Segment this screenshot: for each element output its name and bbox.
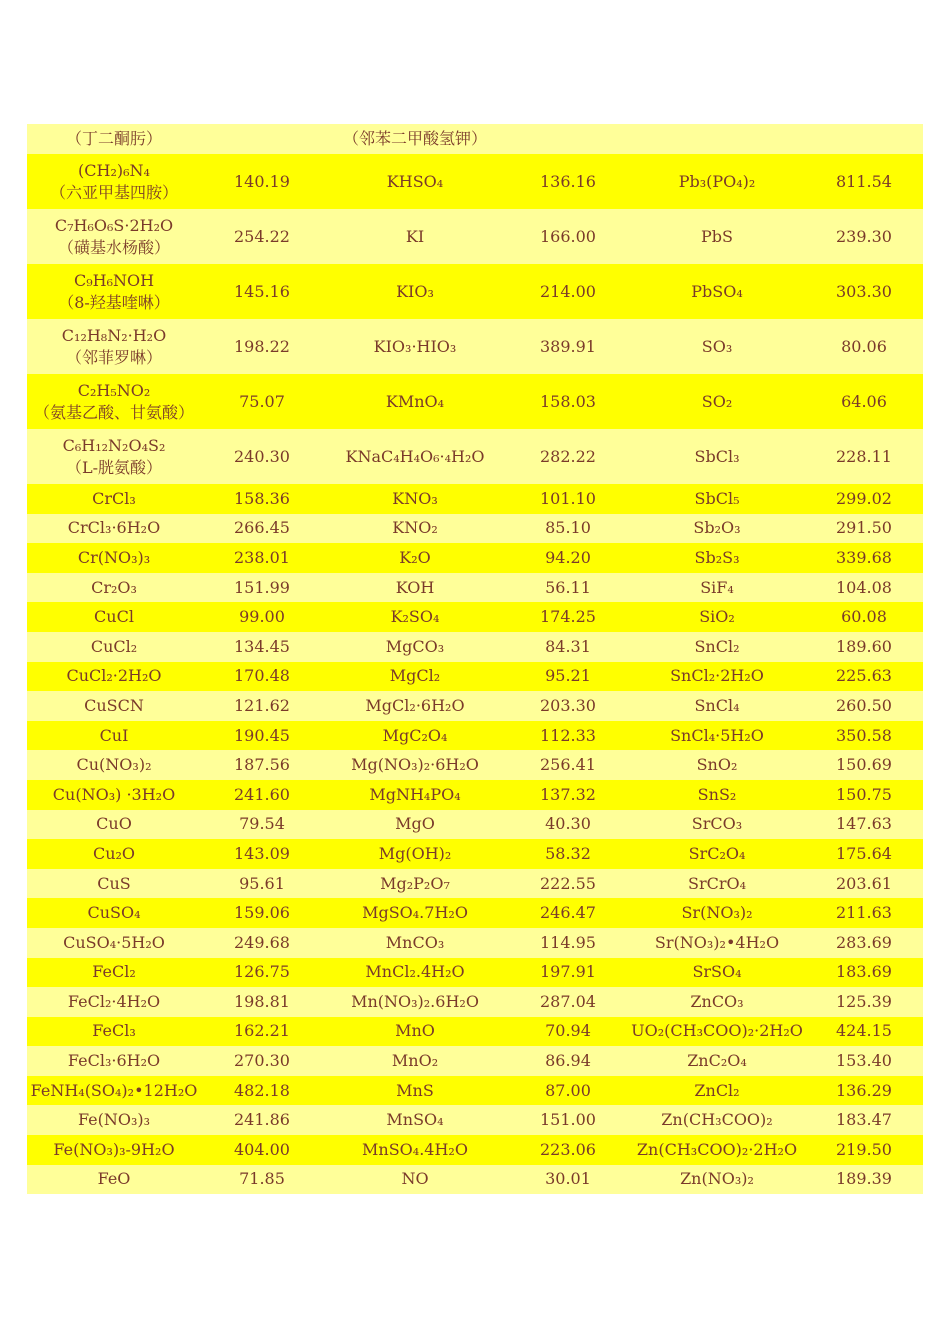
compound-formula-cell: MgSO₄.7H₂O bbox=[323, 898, 507, 928]
table-row bbox=[27, 869, 923, 899]
compound-formula-cell: SnCl₂·2H₂O bbox=[629, 662, 805, 692]
molar-mass-cell: 175.64 bbox=[805, 839, 923, 869]
molar-mass-cell: 189.60 bbox=[805, 632, 923, 662]
compound-formula-cell: MgO bbox=[323, 810, 507, 840]
table-row bbox=[27, 514, 923, 544]
molar-mass-cell: 147.63 bbox=[805, 810, 923, 840]
molar-mass-cell: 211.63 bbox=[805, 898, 923, 928]
compound-formula-cell: MnS bbox=[323, 1076, 507, 1106]
molar-mass-cell: 303.30 bbox=[805, 264, 923, 319]
molar-mass-cell: 153.40 bbox=[805, 1046, 923, 1076]
table-row bbox=[27, 209, 923, 264]
molar-mass-cell: 270.30 bbox=[201, 1046, 323, 1076]
molar-mass-cell: 137.32 bbox=[507, 780, 629, 810]
molar-mass-cell: 238.01 bbox=[201, 543, 323, 573]
compound-formula-cell: SnCl₄ bbox=[629, 691, 805, 721]
molar-mass-cell: 219.50 bbox=[805, 1135, 923, 1165]
compound-formula-cell: CuCl bbox=[27, 602, 201, 632]
molar-mass-cell: 56.11 bbox=[507, 573, 629, 603]
molar-mass-cell: 136.16 bbox=[507, 154, 629, 209]
molar-mass-cell: 70.94 bbox=[507, 1017, 629, 1047]
table-row bbox=[27, 810, 923, 840]
compound-formula-cell: K₂SO₄ bbox=[323, 602, 507, 632]
table-row bbox=[27, 429, 923, 484]
molar-mass-cell: 166.00 bbox=[507, 209, 629, 264]
compound-formula-cell: FeCl₃ bbox=[27, 1017, 201, 1047]
compound-formula-cell: MnSO₄.4H₂O bbox=[323, 1135, 507, 1165]
table-row bbox=[27, 1105, 923, 1135]
molar-mass-cell: 225.63 bbox=[805, 662, 923, 692]
compound-formula-cell: Mg₂P₂O₇ bbox=[323, 869, 507, 899]
table-row bbox=[27, 839, 923, 869]
compound-formula-cell: SrCrO₄ bbox=[629, 869, 805, 899]
compound-formula-cell: PbSO₄ bbox=[629, 264, 805, 319]
molar-mass-cell: 350.58 bbox=[805, 721, 923, 751]
compound-formula-cell: SrSO₄ bbox=[629, 958, 805, 988]
table-row bbox=[27, 780, 923, 810]
molar-mass-cell: 203.30 bbox=[507, 691, 629, 721]
compound-formula-cell: KNO₂ bbox=[323, 514, 507, 544]
molar-mass-cell: 126.75 bbox=[201, 958, 323, 988]
compound-formula-cell: C₉H₆NOH （8-羟基喹啉） bbox=[27, 264, 201, 319]
compound-formula-cell: SnCl₄·5H₂O bbox=[629, 721, 805, 751]
molar-mass-cell: 249.68 bbox=[201, 928, 323, 958]
table-row bbox=[27, 264, 923, 319]
compound-formula-cell: CrCl₃ bbox=[27, 484, 201, 514]
table-row bbox=[27, 543, 923, 573]
molar-mass-cell: 151.00 bbox=[507, 1105, 629, 1135]
compound-formula-cell: KOH bbox=[323, 573, 507, 603]
table-row bbox=[27, 154, 923, 209]
molar-mass-cell: 140.19 bbox=[201, 154, 323, 209]
molar-mass-cell: 104.08 bbox=[805, 573, 923, 603]
table-row bbox=[27, 1017, 923, 1047]
compound-formula-cell: C₂H₅NO₂ （氨基乙酸、甘氨酸） bbox=[27, 374, 201, 429]
compound-formula-cell: FeO bbox=[27, 1165, 201, 1195]
molar-mass-cell: 112.33 bbox=[507, 721, 629, 751]
compound-formula-cell: Sr(NO₃)₂ bbox=[629, 898, 805, 928]
compound-formula-cell: (CH₂)₆N₄ （六亚甲基四胺） bbox=[27, 154, 201, 209]
compound-formula-cell: CrCl₃·6H₂O bbox=[27, 514, 201, 544]
compound-formula-cell: C₁₂H₈N₂·H₂O （邻菲罗啉） bbox=[27, 319, 201, 374]
compound-formula-cell: SrCO₃ bbox=[629, 810, 805, 840]
molar-mass-cell: 40.30 bbox=[507, 810, 629, 840]
molar-mass-cell: 145.16 bbox=[201, 264, 323, 319]
molar-mass-cell: 95.21 bbox=[507, 662, 629, 692]
compound-formula-cell: KIO₃ bbox=[323, 264, 507, 319]
molar-mass-cell: 58.32 bbox=[507, 839, 629, 869]
molar-mass-cell: 266.45 bbox=[201, 514, 323, 544]
molar-mass-cell: 151.99 bbox=[201, 573, 323, 603]
compound-formula-cell: Fe(NO₃)₃ bbox=[27, 1105, 201, 1135]
compound-formula-cell: MnSO₄ bbox=[323, 1105, 507, 1135]
compound-formula-cell: FeNH₄(SO₄)₂•12H₂O bbox=[27, 1076, 201, 1106]
molar-mass-cell: 143.09 bbox=[201, 839, 323, 869]
molar-mass-cell: 197.91 bbox=[507, 958, 629, 988]
compound-formula-cell: CuCl₂ bbox=[27, 632, 201, 662]
molar-mass-cell: 80.06 bbox=[805, 319, 923, 374]
table-row bbox=[27, 987, 923, 1017]
compound-formula-cell: CuO bbox=[27, 810, 201, 840]
table-row bbox=[27, 632, 923, 662]
compound-formula-cell: KHSO₄ bbox=[323, 154, 507, 209]
compound-formula-cell: Sb₂S₃ bbox=[629, 543, 805, 573]
compound-formula-cell: Mg(OH)₂ bbox=[323, 839, 507, 869]
compound-formula-cell: CuSCN bbox=[27, 691, 201, 721]
molar-mass-cell: 183.69 bbox=[805, 958, 923, 988]
molar-mass-cell: 222.55 bbox=[507, 869, 629, 899]
molar-mass-cell: 121.62 bbox=[201, 691, 323, 721]
compound-formula-cell: Zn(NO₃)₂ bbox=[629, 1165, 805, 1195]
molar-mass-cell: 291.50 bbox=[805, 514, 923, 544]
compound-formula-cell: Cu₂O bbox=[27, 839, 201, 869]
compound-formula-cell: FeCl₂ bbox=[27, 958, 201, 988]
table-row bbox=[27, 928, 923, 958]
table-row bbox=[27, 691, 923, 721]
compound-formula-cell: Zn(CH₃COO)₂·2H₂O bbox=[629, 1135, 805, 1165]
compound-formula-cell: Cr(NO₃)₃ bbox=[27, 543, 201, 573]
compound-formula-cell: Cr₂O₃ bbox=[27, 573, 201, 603]
compound-formula-cell: SiO₂ bbox=[629, 602, 805, 632]
molar-mass-cell: 87.00 bbox=[507, 1076, 629, 1106]
table-row bbox=[27, 898, 923, 928]
molar-mass-table bbox=[27, 124, 923, 1194]
molar-mass-cell: 95.61 bbox=[201, 869, 323, 899]
compound-formula-cell: SnS₂ bbox=[629, 780, 805, 810]
molar-mass-cell: 239.30 bbox=[805, 209, 923, 264]
molar-mass-cell: 254.22 bbox=[201, 209, 323, 264]
molar-mass-cell: 134.45 bbox=[201, 632, 323, 662]
table-row bbox=[27, 319, 923, 374]
compound-formula-cell: C₆H₁₂N₂O₄S₂ （L-胱氨酸） bbox=[27, 429, 201, 484]
molar-mass-cell: 203.61 bbox=[805, 869, 923, 899]
molar-mass-cell: 86.94 bbox=[507, 1046, 629, 1076]
compound-formula-cell: CuSO₄·5H₂O bbox=[27, 928, 201, 958]
compound-formula-cell: CuS bbox=[27, 869, 201, 899]
compound-formula-cell: CuI bbox=[27, 721, 201, 751]
compound-formula-cell: KI bbox=[323, 209, 507, 264]
compound-formula-cell: CuSO₄ bbox=[27, 898, 201, 928]
compound-formula-cell: KIO₃·HIO₃ bbox=[323, 319, 507, 374]
table-row bbox=[27, 1046, 923, 1076]
table-row bbox=[27, 662, 923, 692]
molar-mass-cell: 150.75 bbox=[805, 780, 923, 810]
molar-mass-cell: 228.11 bbox=[805, 429, 923, 484]
compound-formula-cell: Sr(NO₃)₂•4H₂O bbox=[629, 928, 805, 958]
molar-mass-cell: 223.06 bbox=[507, 1135, 629, 1165]
compound-formula-cell: UO₂(CH₃COO)₂·2H₂O bbox=[629, 1017, 805, 1047]
molar-mass-cell: 299.02 bbox=[805, 484, 923, 514]
molar-mass-cell: 99.00 bbox=[201, 602, 323, 632]
molar-mass-cell: 158.03 bbox=[507, 374, 629, 429]
molar-mass-cell: 241.86 bbox=[201, 1105, 323, 1135]
table-row bbox=[27, 721, 923, 751]
compound-formula-cell: ZnC₂O₄ bbox=[629, 1046, 805, 1076]
molar-mass-cell: 150.69 bbox=[805, 750, 923, 780]
compound-formula-cell: MnCO₃ bbox=[323, 928, 507, 958]
compound-formula-cell: SrC₂O₄ bbox=[629, 839, 805, 869]
compound-formula-cell: （邻苯二甲酸氢钾） bbox=[323, 124, 507, 154]
compound-formula-cell: MgC₂O₄ bbox=[323, 721, 507, 751]
molar-mass-cell: 170.48 bbox=[201, 662, 323, 692]
molar-mass-cell: 158.36 bbox=[201, 484, 323, 514]
compound-formula-cell: SO₂ bbox=[629, 374, 805, 429]
molar-mass-cell: 71.85 bbox=[201, 1165, 323, 1195]
compound-formula-cell: FeCl₃·6H₂O bbox=[27, 1046, 201, 1076]
molar-mass-cell: 424.15 bbox=[805, 1017, 923, 1047]
molar-mass-cell: 101.10 bbox=[507, 484, 629, 514]
molar-mass-cell: 482.18 bbox=[201, 1076, 323, 1106]
compound-formula-cell: SnCl₂ bbox=[629, 632, 805, 662]
table-row bbox=[27, 602, 923, 632]
compound-formula-cell: SbCl₃ bbox=[629, 429, 805, 484]
compound-formula-cell: MgCO₃ bbox=[323, 632, 507, 662]
compound-formula-cell: Zn(CH₃COO)₂ bbox=[629, 1105, 805, 1135]
molar-mass-cell: 85.10 bbox=[507, 514, 629, 544]
compound-formula-cell: KMnO₄ bbox=[323, 374, 507, 429]
molar-mass-cell: 240.30 bbox=[201, 429, 323, 484]
molar-mass-cell: 159.06 bbox=[201, 898, 323, 928]
compound-formula-cell: ZnCl₂ bbox=[629, 1076, 805, 1106]
molar-mass-cell: 114.95 bbox=[507, 928, 629, 958]
compound-formula-cell: KNaC₄H₄O₆·₄H₂O bbox=[323, 429, 507, 484]
molar-mass-cell: 282.22 bbox=[507, 429, 629, 484]
table-row bbox=[27, 573, 923, 603]
compound-formula-cell: Fe(NO₃)₃-9H₂O bbox=[27, 1135, 201, 1165]
compound-formula-cell: MgCl₂ bbox=[323, 662, 507, 692]
molar-mass-cell bbox=[201, 124, 323, 154]
compound-formula-cell: MgCl₂·6H₂O bbox=[323, 691, 507, 721]
table-row bbox=[27, 750, 923, 780]
molar-mass-cell bbox=[805, 124, 923, 154]
molar-mass-cell: 260.50 bbox=[805, 691, 923, 721]
molar-mass-cell: 198.22 bbox=[201, 319, 323, 374]
compound-formula-cell: （丁二酮肟） bbox=[27, 124, 201, 154]
table-row bbox=[27, 958, 923, 988]
molar-mass-cell: 79.54 bbox=[201, 810, 323, 840]
compound-formula-cell: Mg(NO₃)₂·6H₂O bbox=[323, 750, 507, 780]
compound-formula-cell: ZnCO₃ bbox=[629, 987, 805, 1017]
compound-formula-cell: SbCl₅ bbox=[629, 484, 805, 514]
table-row bbox=[27, 484, 923, 514]
compound-formula-cell: MnO₂ bbox=[323, 1046, 507, 1076]
compound-formula-cell: PbS bbox=[629, 209, 805, 264]
compound-formula-cell: Pb₃(PO₄)₂ bbox=[629, 154, 805, 209]
molar-mass-cell: 198.81 bbox=[201, 987, 323, 1017]
molar-mass-cell: 190.45 bbox=[201, 721, 323, 751]
table-row bbox=[27, 124, 923, 154]
compound-formula-cell: FeCl₂·4H₂O bbox=[27, 987, 201, 1017]
compound-formula-cell: MgNH₄PO₄ bbox=[323, 780, 507, 810]
molar-mass-cell: 162.21 bbox=[201, 1017, 323, 1047]
compound-formula-cell: MnO bbox=[323, 1017, 507, 1047]
compound-formula-cell: SnO₂ bbox=[629, 750, 805, 780]
molar-mass-cell: 125.39 bbox=[805, 987, 923, 1017]
compound-formula-cell: MnCl₂.4H₂O bbox=[323, 958, 507, 988]
compound-formula-cell: Cu(NO₃) ·3H₂O bbox=[27, 780, 201, 810]
table-row bbox=[27, 1135, 923, 1165]
molar-mass-cell: 94.20 bbox=[507, 543, 629, 573]
compound-formula-cell: K₂O bbox=[323, 543, 507, 573]
molar-mass-cell bbox=[507, 124, 629, 154]
molar-mass-cell: 60.08 bbox=[805, 602, 923, 632]
compound-formula-cell: Cu(NO₃)₂ bbox=[27, 750, 201, 780]
molar-mass-cell: 389.91 bbox=[507, 319, 629, 374]
compound-formula-cell: C₇H₆O₆S·2H₂O （磺基水杨酸） bbox=[27, 209, 201, 264]
molar-mass-cell: 214.00 bbox=[507, 264, 629, 319]
compound-formula-cell: Sb₂O₃ bbox=[629, 514, 805, 544]
molar-mass-cell: 241.60 bbox=[201, 780, 323, 810]
molar-mass-cell: 287.04 bbox=[507, 987, 629, 1017]
table-row bbox=[27, 1076, 923, 1106]
table-row bbox=[27, 1165, 923, 1195]
compound-formula-cell: CuCl₂·2H₂O bbox=[27, 662, 201, 692]
molar-mass-cell: 404.00 bbox=[201, 1135, 323, 1165]
molar-mass-cell: 84.31 bbox=[507, 632, 629, 662]
molar-mass-cell: 283.69 bbox=[805, 928, 923, 958]
compound-formula-cell: SO₃ bbox=[629, 319, 805, 374]
molar-mass-cell: 246.47 bbox=[507, 898, 629, 928]
molar-mass-cell: 339.68 bbox=[805, 543, 923, 573]
compound-formula-cell: SiF₄ bbox=[629, 573, 805, 603]
compound-formula-cell bbox=[629, 124, 805, 154]
molar-mass-cell: 187.56 bbox=[201, 750, 323, 780]
molar-mass-cell: 183.47 bbox=[805, 1105, 923, 1135]
table-body bbox=[27, 124, 923, 1194]
table-row bbox=[27, 374, 923, 429]
compound-formula-cell: Mn(NO₃)₂.6H₂O bbox=[323, 987, 507, 1017]
compound-formula-cell: NO bbox=[323, 1165, 507, 1195]
molar-mass-cell: 75.07 bbox=[201, 374, 323, 429]
compound-formula-cell: KNO₃ bbox=[323, 484, 507, 514]
molar-mass-cell: 64.06 bbox=[805, 374, 923, 429]
molar-mass-cell: 189.39 bbox=[805, 1165, 923, 1195]
molar-mass-cell: 811.54 bbox=[805, 154, 923, 209]
molar-mass-cell: 256.41 bbox=[507, 750, 629, 780]
molar-mass-cell: 174.25 bbox=[507, 602, 629, 632]
molar-mass-cell: 136.29 bbox=[805, 1076, 923, 1106]
molar-mass-cell: 30.01 bbox=[507, 1165, 629, 1195]
